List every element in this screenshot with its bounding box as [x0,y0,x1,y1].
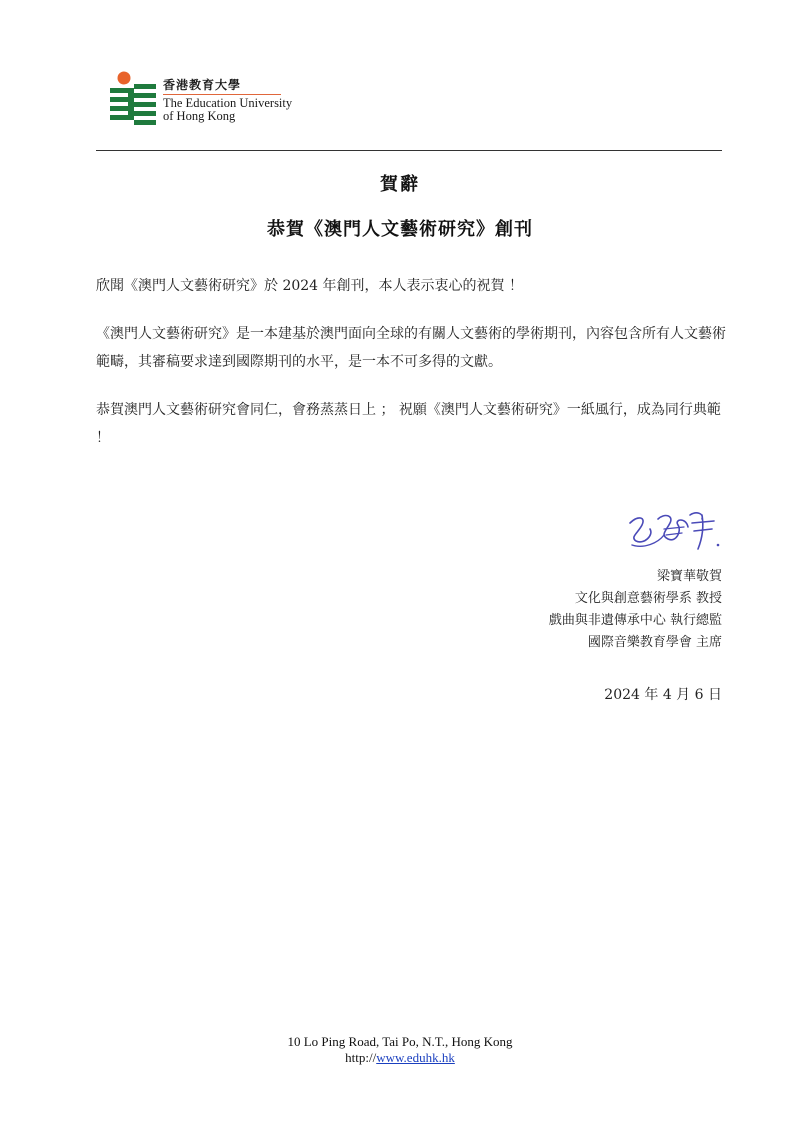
logo-name-en-line1: The Education University [163,96,293,110]
paragraph-2: 《澳門人文藝術研究》是一本建基於澳門面向全球的有關人文藝術的學術期刊，內容包含所有人文藝術範疇，其審稿要求達到國際期刊的水平，是一本不可多得的文獻。 [96,326,726,370]
signatory-block [549,566,722,654]
signatory-name: 梁寶華敬賀 [656,569,722,584]
footer-website [0,1050,800,1066]
letter-date: 2024 年 4 月 6 日 [604,687,722,703]
paragraph-1: 欣聞《澳門人文藝術研究》於 2024 年創刊，本人表示衷心的祝賀 ！ [96,278,523,294]
paragraph-3: 恭賀澳門人文藝術研究會同仁，會務蒸蒸日上 ； 祝願《澳門人文藝術研究》一紙風行，成為同行典範 ！ [96,402,721,446]
handwritten-signature [624,505,724,559]
signatory-title-3: 國際音樂教育學會 主席 [587,635,722,650]
eduhk-emblem-icon [110,70,160,126]
logo-name-en-line2: of Hong Kong [163,109,236,123]
logo-wordmark [163,78,292,123]
footer-address: 10 Lo Ping Road, Tai Po, N.T., Hong Kong [287,1034,513,1049]
signatory-title-2: 戲曲與非遺傳承中心 執行總監 [548,613,722,628]
university-logo [110,70,310,126]
signatory-title-1: 文化與創意藝術學系 教授 [574,591,722,606]
letter-subtitle: 恭賀《澳門人文藝術研究》創刊 [267,219,533,240]
logo-rule [163,94,281,95]
logo-name-zh: 香港教育大學 [163,78,242,92]
page-footer [0,1034,800,1066]
letter-title: 賀辭 [380,174,420,195]
footer-url-prefix: http:// [345,1050,377,1065]
footer-website-link[interactable]: www.eduhk.hk [376,1050,455,1065]
header-divider [96,150,722,151]
